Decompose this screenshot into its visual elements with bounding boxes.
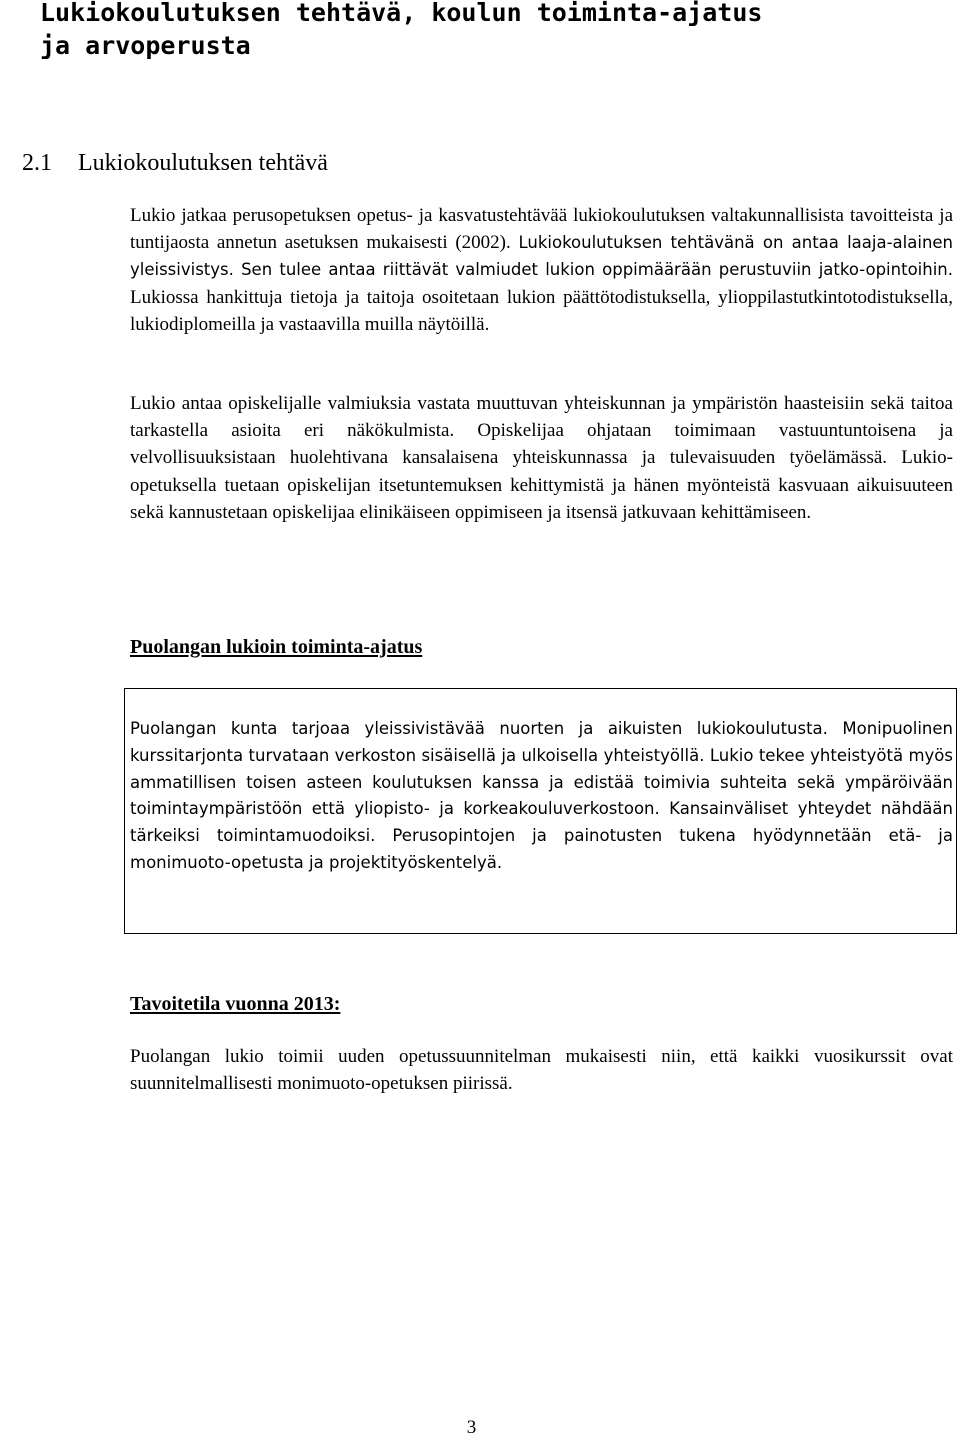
- section-heading: [22, 148, 328, 178]
- chapter-number: [0, 0, 40, 29]
- mission-heading: Puolangan lukioin toiminta-ajatus: [130, 636, 423, 658]
- paragraph-1-part-3: Lukiossa hankittuja tietoja ja taitoja osoitetaan lukion päättötodistuksella, ylioppilastutkintotodistuksella, lukiodiplomeilla ja vastaavilla muilla näytöillä.: [130, 286, 953, 335]
- chapter-heading: [0, 0, 800, 62]
- paragraph-2: Lukio antaa opiskelijalle valmiuksia vastata muuttuvan yhteiskunnan ja ympäristön haasteisiin sekä taitoa tarkastella asioita eri näkökulmista. Opiskelijaa ohjataan toimimaan vastuuntuntoisena ja velvollisuuksistaan huolehtivana kansalaisena yhteiskunnassa ja tulevaisuuden työelämässä. Lukio-opetuksella tuetaan opiskelijan itsetuntemuksen kehittymistä ja hänen myönteistä kasvuaan aikuisuuteen sekä kannustetaan opiskelijaa elinikäiseen oppimiseen ja itsensä jatkuvaan kehittämiseen.: [130, 393, 953, 523]
- page-number: 3: [466, 1417, 477, 1438]
- goal-heading: Tavoitetila vuonna 2013:: [130, 993, 341, 1015]
- section-number: 2.1: [22, 150, 52, 176]
- goal-text: Puolangan lukio toimii uuden opetussuunnitelman mukaisesti niin, että kaikki vuosikurssit ovat suunnitelmallisesti monimuoto-opetuksen piirissä.: [130, 1046, 953, 1095]
- mission-text: Puolangan kunta tarjoaa yleissivistävää nuorten ja aikuisten lukiokoulutusta. Monipuolinen kurssitarjonta turvataan verkoston sisäisellä ja ulkoisella yhteistyöllä. Lukio tekee yhteistyötä myös ammatillisen toisen asteen koulutuksen kanssa ja edistää toimivia suhteita sekä ympäröivään toimintaympäristöön että yliopisto- ja korkeakouluverkostoon. Kansainväliset yhteydet nähdään tärkeiksi toimintamuodoiksi. Perusopintojen ja painotusten tukena hyödynnetään etä- ja monimuoto-opetusta ja projektityöskentelyä.: [130, 719, 953, 872]
- paragraph-1-part-2: Lukiokoulutuksen tehtävänä on antaa laaja-alainen yleissivistys. Sen tulee antaa riittävät valmiudet lukion oppimäärään perustuviin jatko-opintoihin.: [130, 233, 954, 280]
- chapter-title-text: Lukiokoulutuksen tehtävä, koulun toiminta-ajatus ja arvoperusta: [40, 0, 763, 60]
- paragraph-1: [130, 202, 953, 338]
- paragraph-1-part-1: Lukio jatkaa perusopetuksen opetus- ja kasvatustehtävää lukiokoulutuksen valtakunnallisista tavoitteista ja tuntijaosta annetun asetuksen mukaisesti (2002).: [130, 205, 953, 254]
- section-title-text: Lukiokoulutuksen tehtävä: [78, 150, 328, 176]
